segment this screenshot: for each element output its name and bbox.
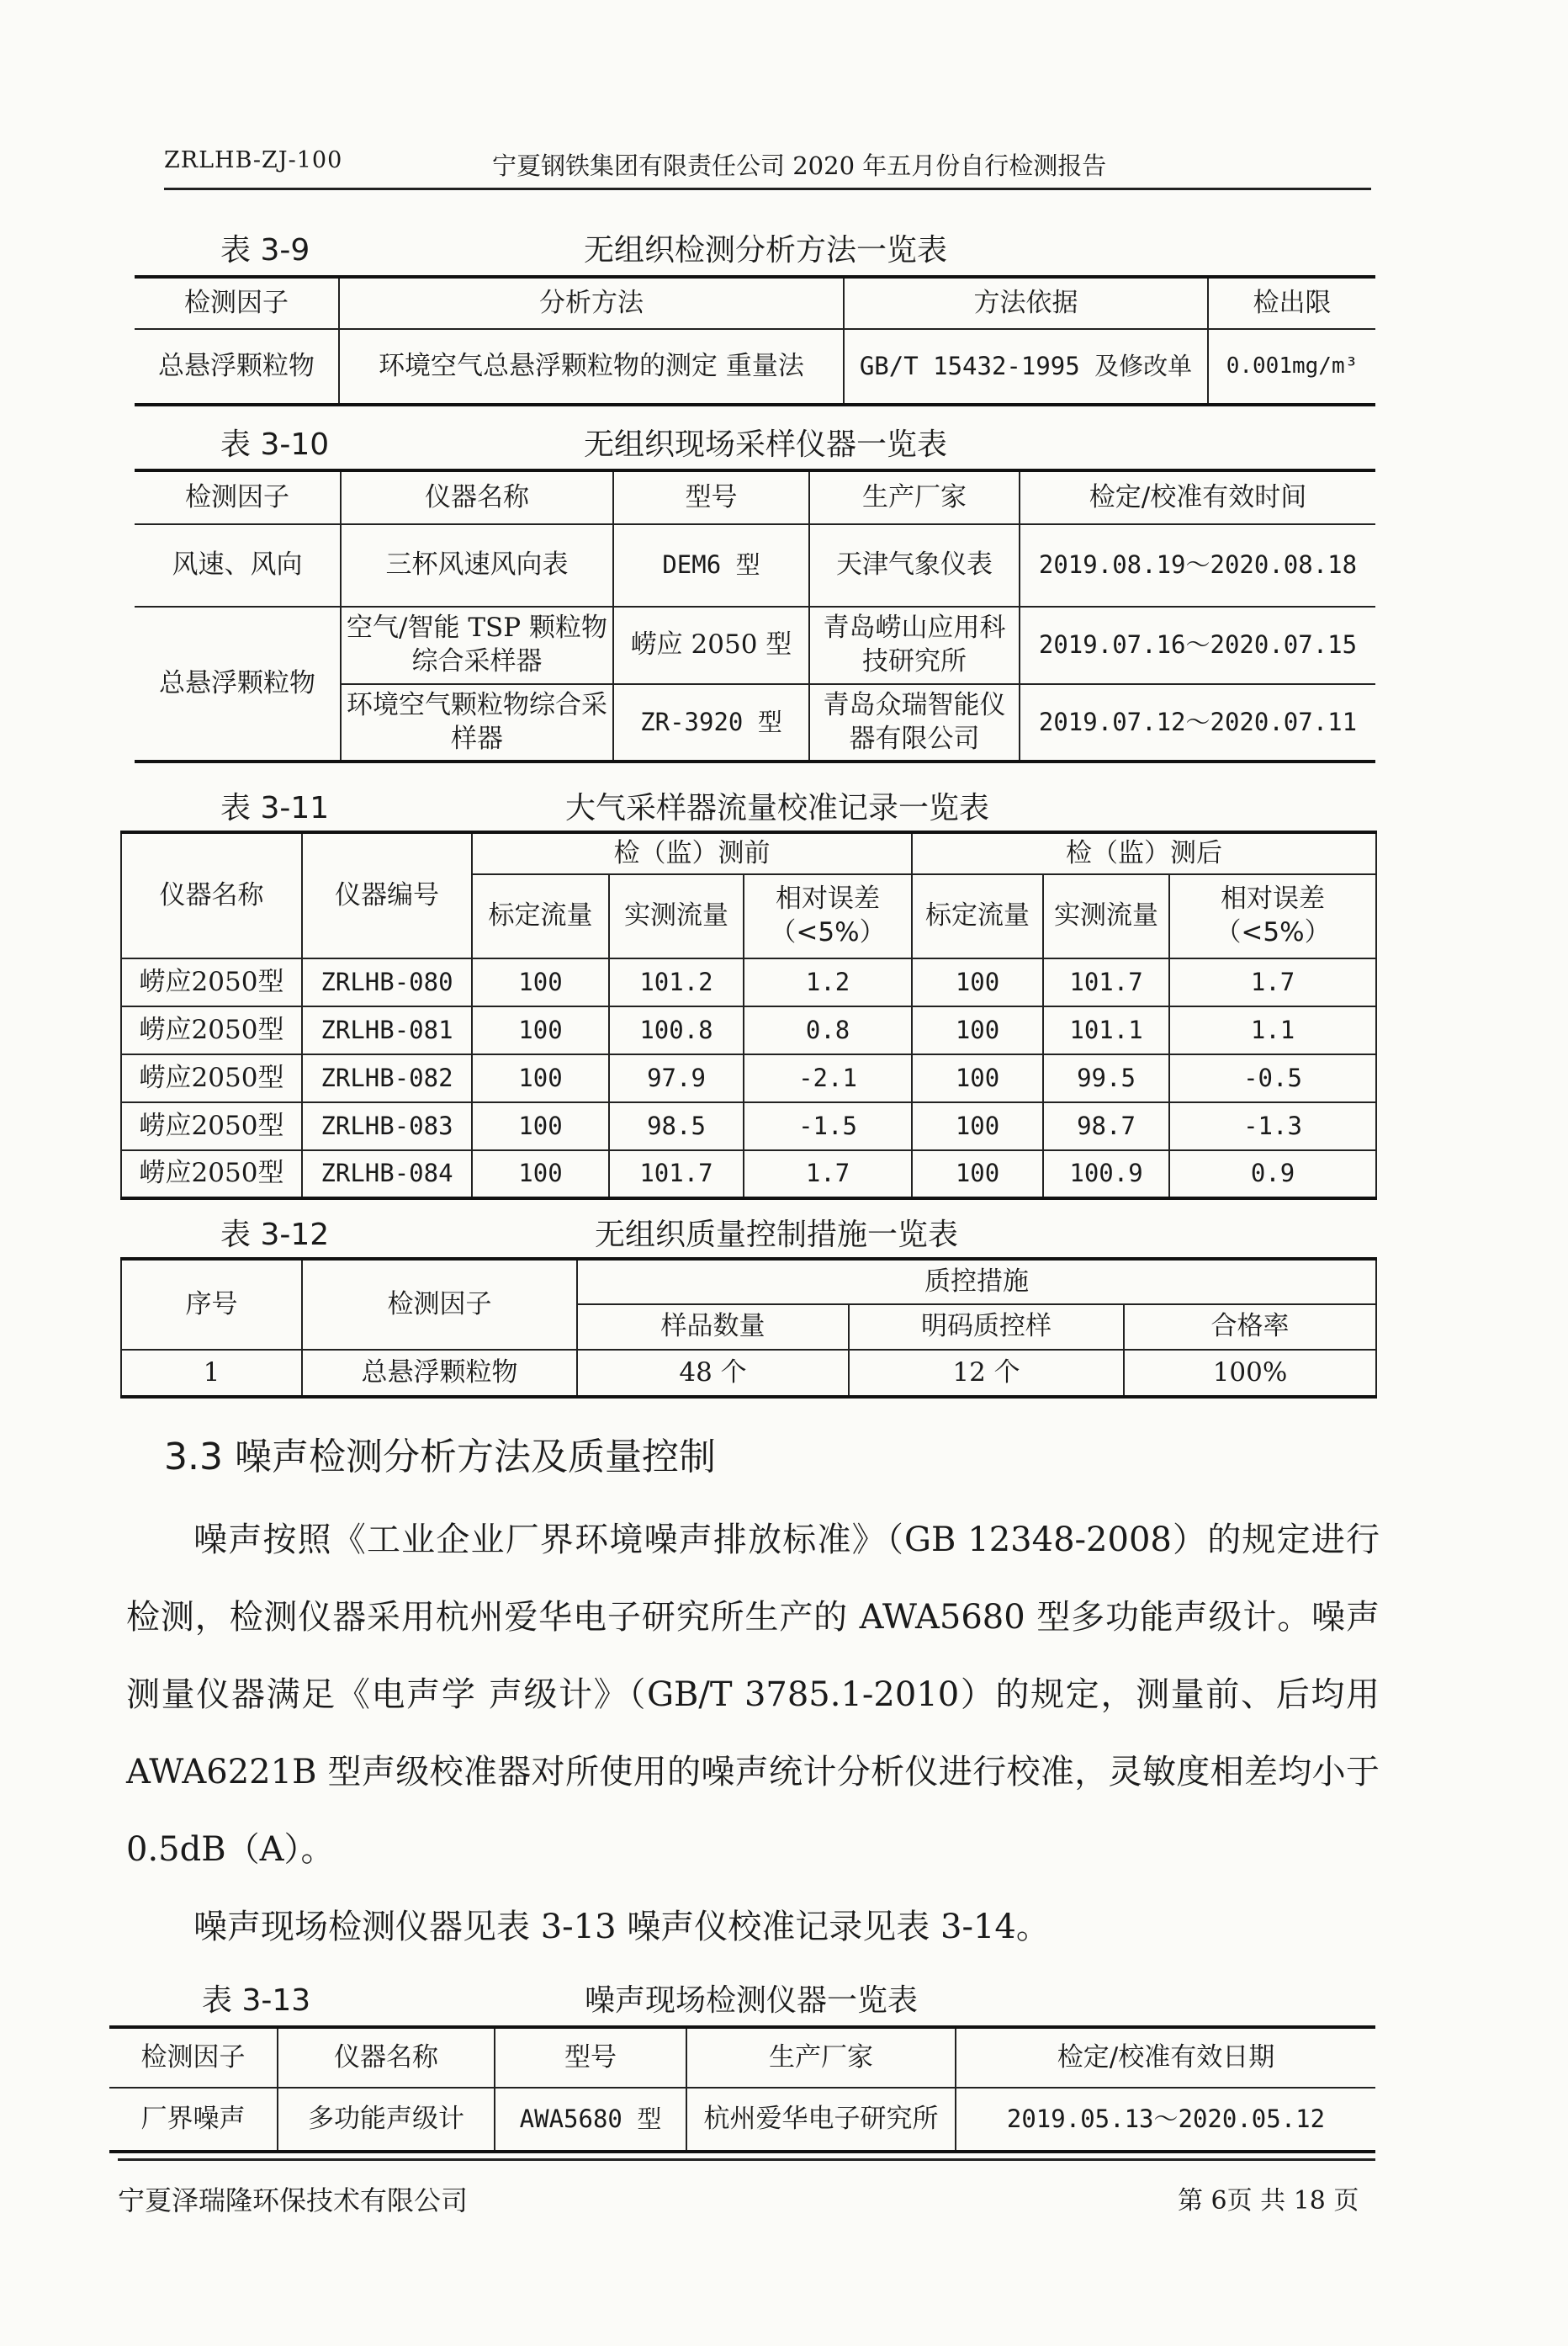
table-cell: 97.9 [609,1054,744,1102]
table-header-row [135,470,1375,524]
table-row [121,1350,1376,1397]
table-cell: 99.5 [1043,1054,1169,1102]
table-number: 表 3-10 [220,427,330,462]
table-cell: 1.2 [744,958,912,1006]
table-cell: ZR-3920 型 [613,684,809,762]
table-header-row [109,2027,1375,2088]
table-header-row [135,277,1375,329]
header-cell: 仪器编号 [302,832,472,958]
table-number: 表 3-9 [220,233,310,268]
table-cell: 崂应2050型 [121,1054,302,1102]
header-cell: 质控措施 [577,1259,1376,1304]
table-cell: 12 个 [849,1350,1124,1397]
table-cell: ZRLHB-082 [302,1054,472,1102]
table-title: 噪声现场检测仪器一览表 [585,1983,919,2018]
table-cell: 崂应2050型 [121,1102,302,1150]
table-cell: 98.5 [609,1102,744,1150]
header-cell: 生产厂家 [809,470,1020,524]
header-cell: 相对误差（<5%） [744,874,912,958]
table-caption [220,787,1314,831]
header-cell: 型号 [613,470,809,524]
table-cell: ZRLHB-083 [302,1102,472,1150]
table-number: 表 3-12 [220,1218,330,1252]
header-cell: 序号 [121,1259,302,1350]
header-cell: 标定流量 [472,874,609,958]
table-cell: ZRLHB-081 [302,1006,472,1054]
table-cell: GB/T 15432-1995 及修改单 [844,329,1208,405]
table-cell: 空气/智能 TSP 颗粒物综合采样器 [341,607,613,684]
table-header-row [121,832,1376,874]
table-title: 无组织质量控制措施一览表 [595,1218,959,1252]
table-cell: 0.8 [744,1006,912,1054]
table-title: 大气采样器流量校准记录一览表 [565,791,990,825]
table-cell: 崂应 2050 型 [613,607,809,684]
table-cell: AWA5680 型 [495,2088,686,2152]
table-cell: ZRLHB-084 [302,1150,472,1198]
header-cell: 相对误差（<5%） [1169,874,1376,958]
header-cell: 检测因子 [135,277,339,329]
table-title: 无组织现场采样仪器一览表 [584,427,948,462]
table-cell: 101.7 [609,1150,744,1198]
table-cell: 崂应2050型 [121,958,302,1006]
table-cell: 厂界噪声 [109,2088,278,2152]
table-cell: 2019.07.12～2020.07.11 [1020,684,1375,762]
table-cell: 1.7 [744,1150,912,1198]
header-cell: 实测流量 [1043,874,1169,958]
table-row [121,1150,1376,1198]
header-cell: 方法依据 [844,277,1208,329]
table-cell: 1 [121,1350,302,1397]
table-cell: 101.2 [609,958,744,1006]
header-cell: 检定/校准有效日期 [956,2027,1375,2088]
analysis-method-table [135,275,1375,406]
table-cell: 风速、风向 [135,524,341,607]
document-code: ZRLHB-ZJ-100 [164,147,343,173]
table-cell: 100 [472,1102,609,1150]
header-cell: 检定/校准有效时间 [1020,470,1375,524]
page-header [164,147,1371,190]
table-cell: 100 [912,1006,1043,1054]
section-heading: 3.3 噪声检测分析方法及质量控制 [164,1436,716,1478]
table-cell: 三杯风速风向表 [341,524,613,607]
header-cell: 生产厂家 [686,2027,956,2088]
table-cell: 0.001mg/m³ [1208,329,1375,405]
flow-calibration-table [120,831,1377,1200]
table-header-row [121,1259,1376,1304]
table-cell: 100% [1124,1350,1376,1397]
table-cell: 环境空气颗粒物综合采样器 [341,684,613,762]
table-cell: -1.3 [1169,1102,1376,1150]
header-cell: 检（监）测前 [472,832,912,874]
table-row [109,2088,1375,2152]
table-cell: -1.5 [744,1102,912,1150]
table-cell: 2019.08.19～2020.08.18 [1020,524,1375,607]
table-cell: 100 [912,1054,1043,1102]
table-cell: 总悬浮颗粒物 [135,607,341,762]
table-cell: 100 [912,958,1043,1006]
header-cell: 检测因子 [109,2027,278,2088]
noise-instrument-table [109,2025,1375,2153]
table-cell: 48 个 [577,1350,849,1397]
header-cell: 实测流量 [609,874,744,958]
quality-control-table [120,1257,1377,1399]
table-cell: 100 [912,1150,1043,1198]
table-caption [220,229,1314,273]
table-row [135,607,1375,684]
table-cell: 崂应2050型 [121,1150,302,1198]
table-title: 无组织检测分析方法一览表 [584,233,948,268]
table-cell: 100 [472,1006,609,1054]
table-row [121,958,1376,1006]
table-row [135,329,1375,405]
header-cell: 检测因子 [135,470,341,524]
table-row [135,524,1375,607]
company-name: 宁夏泽瑞隆环保技术有限公司 [118,2184,469,2216]
table-cell: 100 [472,958,609,1006]
table-caption [202,1979,1312,2023]
table-cell: -0.5 [1169,1054,1376,1102]
sampling-instrument-table [135,469,1375,763]
table-cell: 崂应2050型 [121,1006,302,1054]
table-cell: 100.8 [609,1006,744,1054]
header-cell: 型号 [495,2027,686,2088]
table-cell: 多功能声级计 [278,2088,495,2152]
body-paragraph: 噪声现场检测仪器见表 3-13 噪声仪校准记录见表 3-14。 [193,1908,1050,1946]
table-cell: 101.1 [1043,1006,1169,1054]
header-cell: 检（监）测后 [912,832,1376,874]
table-cell: DEM6 型 [613,524,809,607]
page-footer [118,2158,1375,2216]
table-row [121,1054,1376,1102]
header-cell: 明码质控样 [849,1304,1124,1350]
table-cell: 环境空气总悬浮颗粒物的测定 重量法 [339,329,844,405]
table-cell: 2019.05.13～2020.05.12 [956,2088,1375,2152]
table-cell: 1.7 [1169,958,1376,1006]
table-cell: 0.9 [1169,1150,1376,1198]
table-caption [220,1213,1314,1257]
header-cell: 合格率 [1124,1304,1376,1350]
body-paragraph: 噪声按照《工业企业厂界环境噪声排放标准》（GB 12348-2008）的规定进行检测，检测仪器采用杭州爱华电子研究所生产的 AWA5680 型多功能声级计。噪声测量仪器满足《电声学 声级计》（GB/T 3785.1-2010）的规定，测量前、后均用 AWA6221B 型声级校准器对所使用的噪声统计分析仪进行校准，灵敏度相差均小于 0.5dB（A）。 [126,1521,1380,1869]
header-cell: 标定流量 [912,874,1043,958]
header-cell: 仪器名称 [121,832,302,958]
table-cell: 青岛崂山应用科技研究所 [809,607,1020,684]
header-cell: 样品数量 [577,1304,849,1350]
table-row [121,1102,1376,1150]
table-cell: 100 [472,1150,609,1198]
header-cell: 仪器名称 [278,2027,495,2088]
header-cell: 仪器名称 [341,470,613,524]
table-cell: ZRLHB-080 [302,958,472,1006]
table-cell: 98.7 [1043,1102,1169,1150]
table-number: 表 3-13 [202,1983,311,2018]
table-cell: 100 [912,1102,1043,1150]
table-cell: 青岛众瑞智能仪器有限公司 [809,684,1020,762]
report-title: 宁夏钢铁集团有限责任公司 2020 年五月份自行检测报告 [492,151,1107,180]
table-cell: 101.7 [1043,958,1169,1006]
table-caption [220,423,1314,467]
table-cell: -2.1 [744,1054,912,1102]
table-cell: 杭州爱华电子研究所 [686,2088,956,2152]
table-cell: 总悬浮颗粒物 [302,1350,577,1397]
table-cell: 100.9 [1043,1150,1169,1198]
table-cell: 1.1 [1169,1006,1376,1054]
table-number: 表 3-11 [220,791,330,825]
page-number: 第 6页 共 18 页 [1178,2186,1359,2216]
table-cell: 天津气象仪表 [809,524,1020,607]
header-cell: 分析方法 [339,277,844,329]
header-cell: 检出限 [1208,277,1375,329]
table-cell: 100 [472,1054,609,1102]
table-row [121,1006,1376,1054]
table-cell: 总悬浮颗粒物 [135,329,339,405]
header-cell: 检测因子 [302,1259,577,1350]
table-cell: 2019.07.16～2020.07.15 [1020,607,1375,684]
